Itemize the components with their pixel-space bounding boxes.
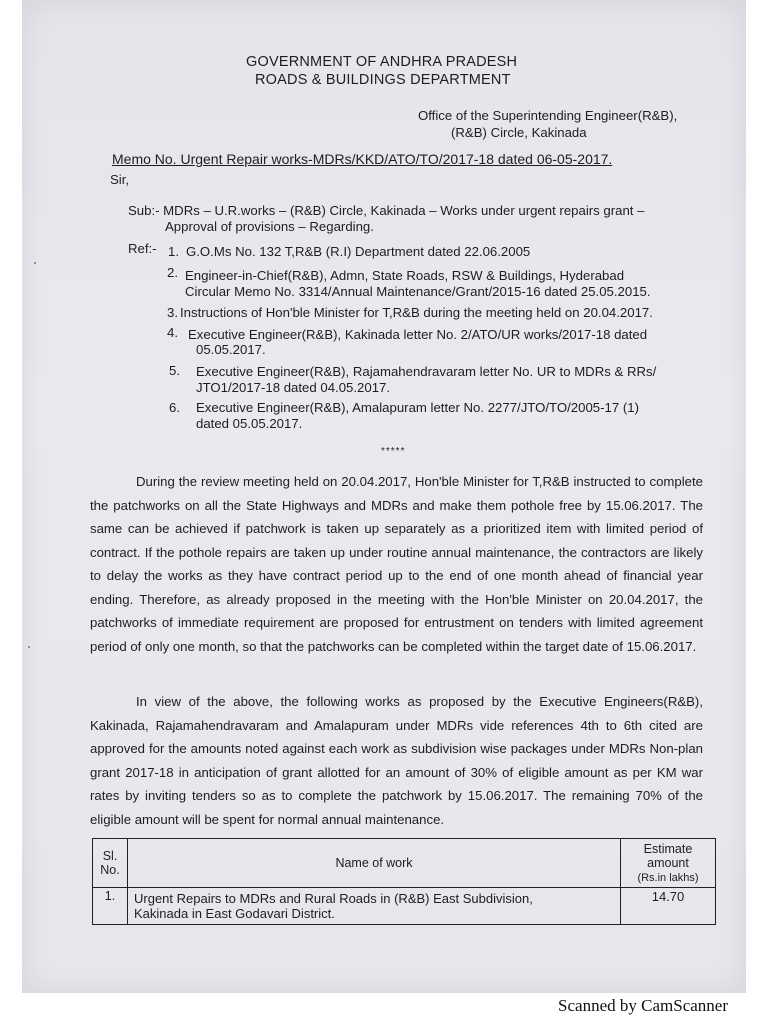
header-estimate-amount [621,839,716,888]
header-unit-label: (Rs.in lakhs) [637,871,699,884]
ref-4-num: 4. [167,325,178,340]
ref-5-line1: Executive Engineer(R&B), Rajamahendravaram letter No. UR to MDRs & RRs/ [196,364,657,379]
works-table [92,838,716,925]
paragraph-approval [90,690,703,831]
ref-1-num: 1. [168,244,179,259]
cell-estimate-amount: 14.70 [621,888,716,925]
header-government: GOVERNMENT OF ANDHRA PRADESH [246,54,518,70]
table-row [93,888,716,925]
scan-speck [34,262,36,264]
ref-4-line1: Executive Engineer(R&B), Kakinada letter No. 2/ATO/UR works/2017-18 dated [188,327,648,342]
ref-3-num: 3. [167,305,178,320]
cell-sl-no: 1. [93,888,128,925]
paragraph-review-meeting [90,470,703,658]
subject-line2: Approval of provisions – Regarding. [165,219,374,234]
header-amount-label: amount [647,855,689,870]
ref-prefix: Ref:- [128,241,157,256]
header-sl-label: Sl. [102,849,118,863]
ref-5-line2: JTO1/2017-18 dated 04.05.2017. [196,380,391,395]
ref-6-num: 6. [169,400,180,415]
table-header-row [93,839,716,888]
ref-2-line1: Engineer-in-Chief(R&B), Admn, State Roads, RSW & Buildings, Hyderabad [185,268,625,283]
separator-stars: ***** [381,446,406,457]
header-no-label: No. [100,863,120,877]
salutation: Sir, [110,172,130,187]
header-department: ROADS & BUILDINGS DEPARTMENT [255,72,511,88]
ref-4-line2: 05.05.2017. [196,342,266,357]
subject-line1: Sub:- MDRs – U.R.works – (R&B) Circle, Kakinada – Works under urgent repairs grant – [128,203,645,218]
memo-number: Memo No. Urgent Repair works-MDRs/KKD/ATO/TO/2017-18 dated 06-05-2017. [112,151,613,167]
paragraph-2-text: In view of the above, the following works as proposed by the Executive Engineers(R&B), Kakinada, Rajamahendravaram and Amalapuram under MDRs vide references 4th to 6th cited are approved for the amounts noted against each work as subdivision wise packages under MDRs Non-plan grant 2017-18 in anticipation of grant allotted for an amount of 30% of eligible amount as per KM war rates by inviting tenders so as to complete the patchwork by 15.06.2017. The remaining 70% of the eligible amount will be spent for normal annual maintenance. [90,694,703,827]
ref-2-num: 2. [167,265,178,280]
cell-name-line2: Kakinada in East Godavari District. [134,906,335,921]
ref-2-line2: Circular Memo No. 3314/Annual Maintenance/Grant/2015-16 dated 25.05.2015. [185,284,651,299]
cell-name-of-work [128,888,621,925]
office-line1: Office of the Superintending Engineer(R&B), [418,108,678,123]
ref-5-num: 5. [169,363,180,378]
paragraph-1-text: During the review meeting held on 20.04.2017, Hon'ble Minister for T,R&B instructed to complete the patchworks on all the State Highways and MDRs and make them pothole free by 15.06.2017. The same can be achieved if patchwork is taken up separately as a prioritized item with limited period of contract. If the pothole repairs are taken up under routine annual maintenance, the contractors are likely to delay the works as they have contract period up to the end of one month ahead of financial year ending. Therefore, as already proposed in the meeting with the Hon'ble Minister on 20.04.2017, the patchworks of immediate requirement are proposed for entrustment on tenders with limited agreement period of only one month, so that the patchworks can be completed within the target date of 15.06.2017. [90,474,703,654]
ref-1-line1: G.O.Ms No. 132 T,R&B (R.I) Department dated 22.06.2005 [186,244,531,259]
scan-speck [28,646,30,648]
header-estimate-label: Estimate [643,841,693,856]
ref-6-line1: Executive Engineer(R&B), Amalapuram letter No. 2277/JTO/TO/2005-17 (1) [196,400,639,415]
office-line2: (R&B) Circle, Kakinada [451,125,587,140]
ref-3-line1: Instructions of Hon'ble Minister for T,R&B during the meeting held on 20.04.2017. [180,305,653,320]
cell-name-line1: Urgent Repairs to MDRs and Rural Roads in (R&B) East Subdivision, [134,891,533,906]
ref-6-line2: dated 05.05.2017. [196,416,303,431]
camscanner-watermark: Scanned by CamScanner [558,996,728,1015]
header-name-of-work: Name of work [128,839,621,888]
header-sl-no [93,839,128,888]
